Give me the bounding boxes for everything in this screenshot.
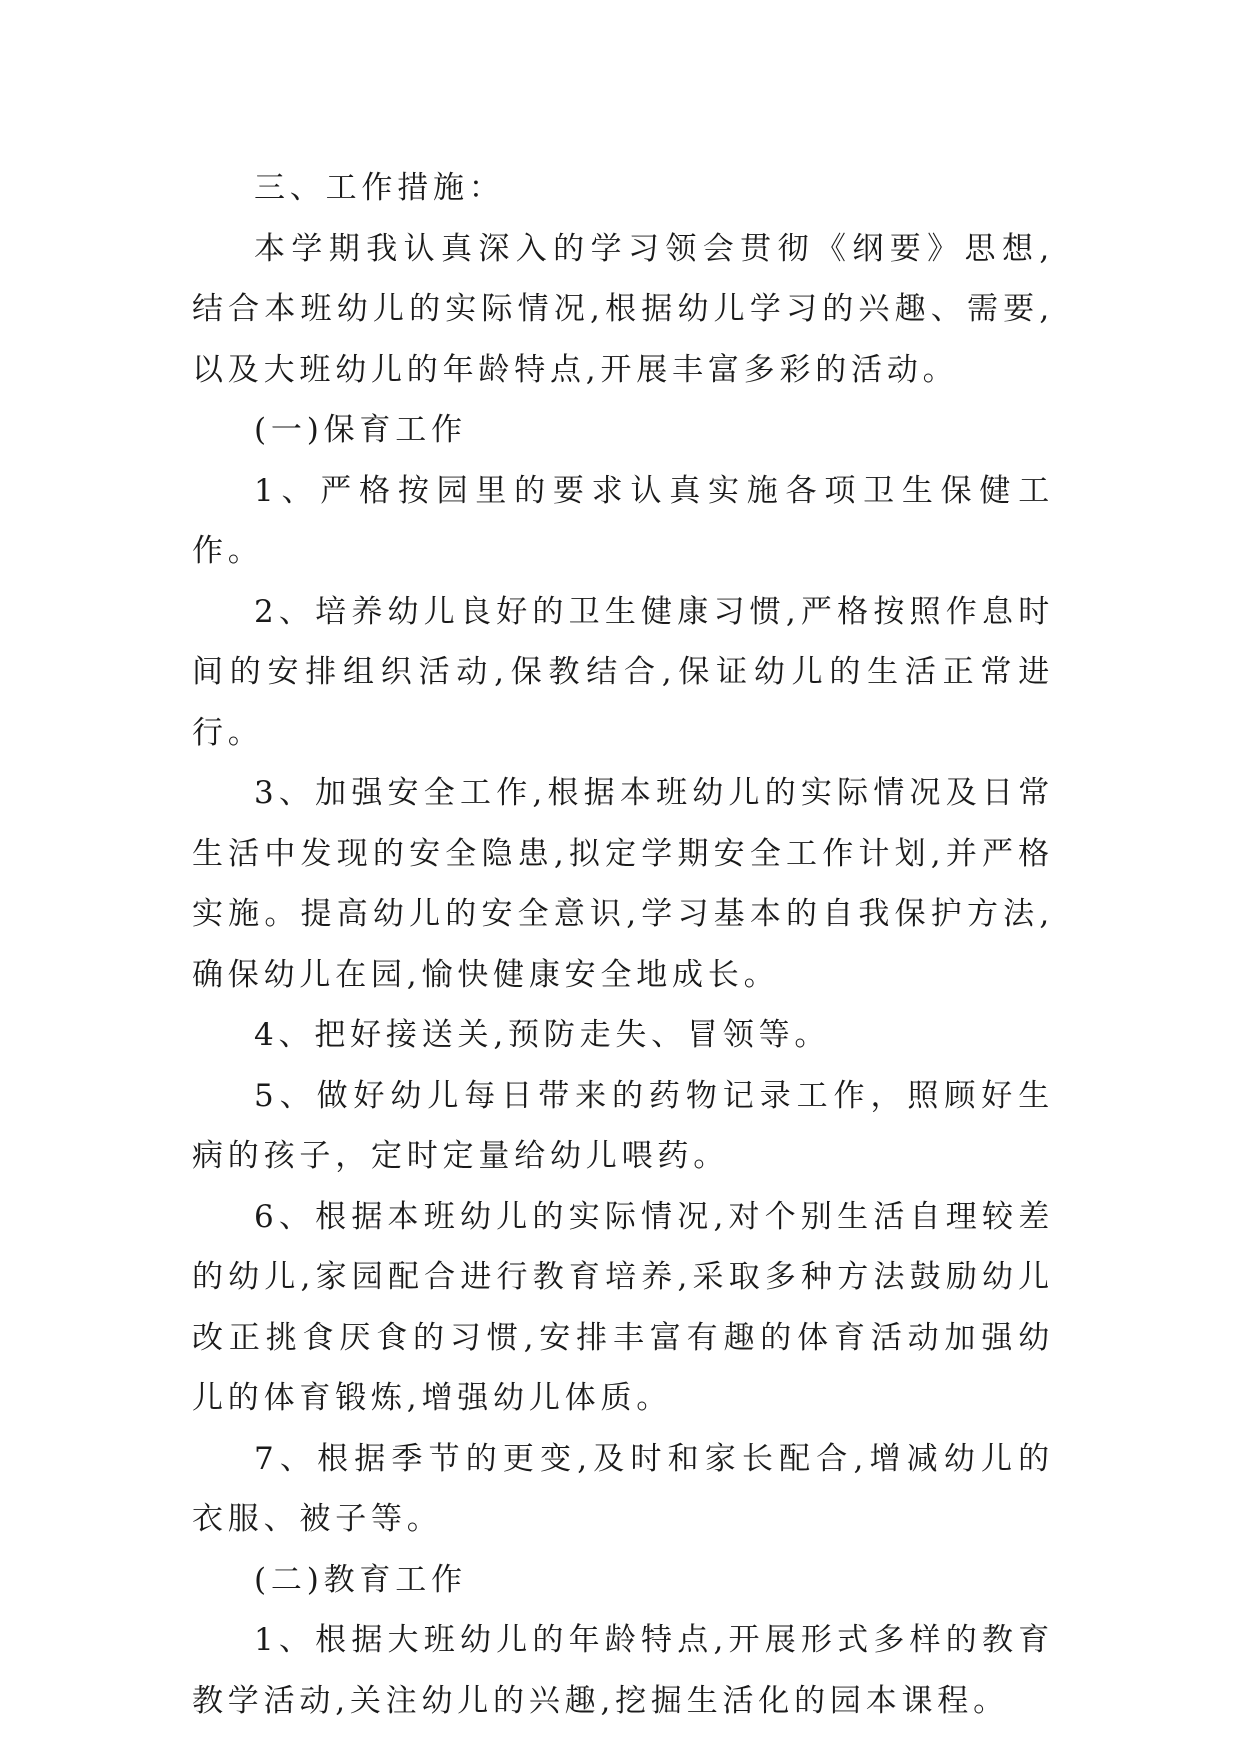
intro-paragraph: 本学期我认真深入的学习领会贯彻《纲要》思想,结合本班幼儿的实际情况,根据幼儿学习的兴趣、需要,以及大班幼儿的年龄特点,开展丰富多彩的活动。 [192,230,1054,388]
care-item-4: 4、把好接送关,预防走失、冒领等。 [254,1017,831,1053]
care-item-3: 3、加强安全工作,根据本班幼儿的实际情况及日常生活中发现的安全隐患,拟定学期安全工作计划,并严格实施。提高幼儿的安全意识,学习基本的自我保护方法,确保幼儿在园,愉快健康安全地成长。 [192,775,1054,993]
care-item-7: 7、根据季节的更变,及时和家长配合,增减幼儿的衣服、被子等。 [192,1440,1054,1537]
subsection-title-care: (一)保育工作 [254,412,467,448]
care-item-5: 5、做好幼儿每日带来的药物记录工作，照顾好生病的孩子，定时定量给幼儿喂药。 [192,1077,1054,1174]
subsection-title-education: (二)教育工作 [254,1561,467,1598]
document-body [192,158,1054,1731]
education-item-1: 1、根据大班幼儿的年龄特点,开展形式多样的教育教学活动,关注幼儿的兴趣,挖掘生活化的园本课程。 [192,1622,1054,1719]
section-heading: 三、工作措施： [254,170,505,206]
care-item-2: 2、培养幼儿良好的卫生健康习惯,严格按照作息时间的安排组织活动,保教结合,保证幼儿的生活正常进行。 [192,593,1054,751]
care-item-6: 6、根据本班幼儿的实际情况,对个别生活自理较差的幼儿,家园配合进行教育培养,采取多种方法鼓励幼儿改正挑食厌食的习惯,安排丰富有趣的体育活动加强幼儿的体育锻炼,增强幼儿体质。 [192,1198,1054,1416]
care-item-1: 1、严格按园里的要求认真实施各项卫生保健工作。 [192,472,1054,569]
